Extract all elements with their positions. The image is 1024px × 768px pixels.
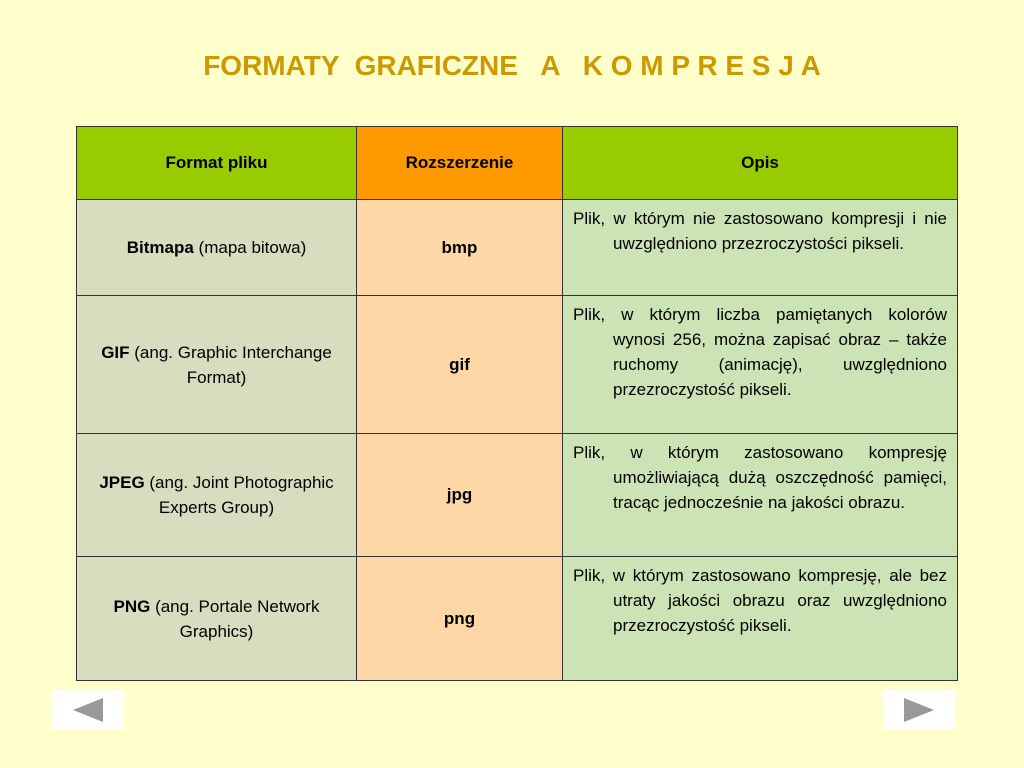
description-text: Plik, w którym zastosowano kompresję umożliwiającą dużą oszczędność pamięci, tracąc jednocześnie na jakości obrazu.	[573, 443, 947, 512]
extension-cell: gif	[357, 296, 563, 434]
extension-cell: png	[357, 557, 563, 681]
description-cell	[563, 200, 958, 296]
format-name: GIF	[101, 342, 130, 362]
description-cell	[563, 296, 958, 434]
description-text: Plik, w którym nie zastosowano kompresji i nie uwzględniono przezroczystości pikseli.	[573, 209, 947, 253]
table-row	[77, 434, 958, 557]
format-name: PNG	[113, 596, 151, 616]
table-header-row	[77, 127, 958, 200]
description-cell	[563, 434, 958, 557]
prev-slide-button[interactable]	[52, 690, 124, 730]
format-name: Bitmapa	[126, 238, 194, 257]
extension-cell: jpg	[357, 434, 563, 557]
format-fullname: (ang. Joint Photographic Experts Group)	[144, 473, 334, 517]
next-slide-button[interactable]	[883, 690, 955, 730]
format-fullname: (ang. Portale Network Graphics)	[150, 596, 320, 641]
format-cell	[77, 296, 357, 434]
arrow-left-icon	[71, 697, 105, 723]
page-title: FORMATY GRAFICZNE A K O M P R E S J A	[203, 50, 821, 81]
format-cell	[77, 557, 357, 681]
description-text: Plik, w którym liczba pamiętanych kolorów wynosi 256, można zapisać obraz – także ruchomy (animację), uwzględniono przezroczystość pikseli.	[573, 305, 947, 399]
header-description: Opis	[563, 127, 958, 200]
format-cell	[77, 434, 357, 557]
formats-table	[76, 126, 958, 681]
extension-cell: bmp	[357, 200, 563, 296]
header-format: Format pliku	[77, 127, 357, 200]
table-row	[77, 296, 958, 434]
header-extension: Rozszerzenie	[357, 127, 563, 200]
format-fullname: (ang. Graphic Interchange Format)	[129, 342, 332, 387]
format-fullname: (mapa bitowa)	[193, 238, 307, 257]
arrow-right-icon	[902, 697, 936, 723]
format-name: JPEG	[99, 473, 145, 492]
table-row	[77, 200, 958, 296]
description-text: Plik, w którym zastosowano kompresję, ale bez utraty jakości obrazu oraz uwzględniono przezroczystość pikseli.	[573, 566, 947, 635]
format-cell	[77, 200, 357, 296]
description-cell	[563, 557, 958, 681]
table-row	[77, 557, 958, 681]
